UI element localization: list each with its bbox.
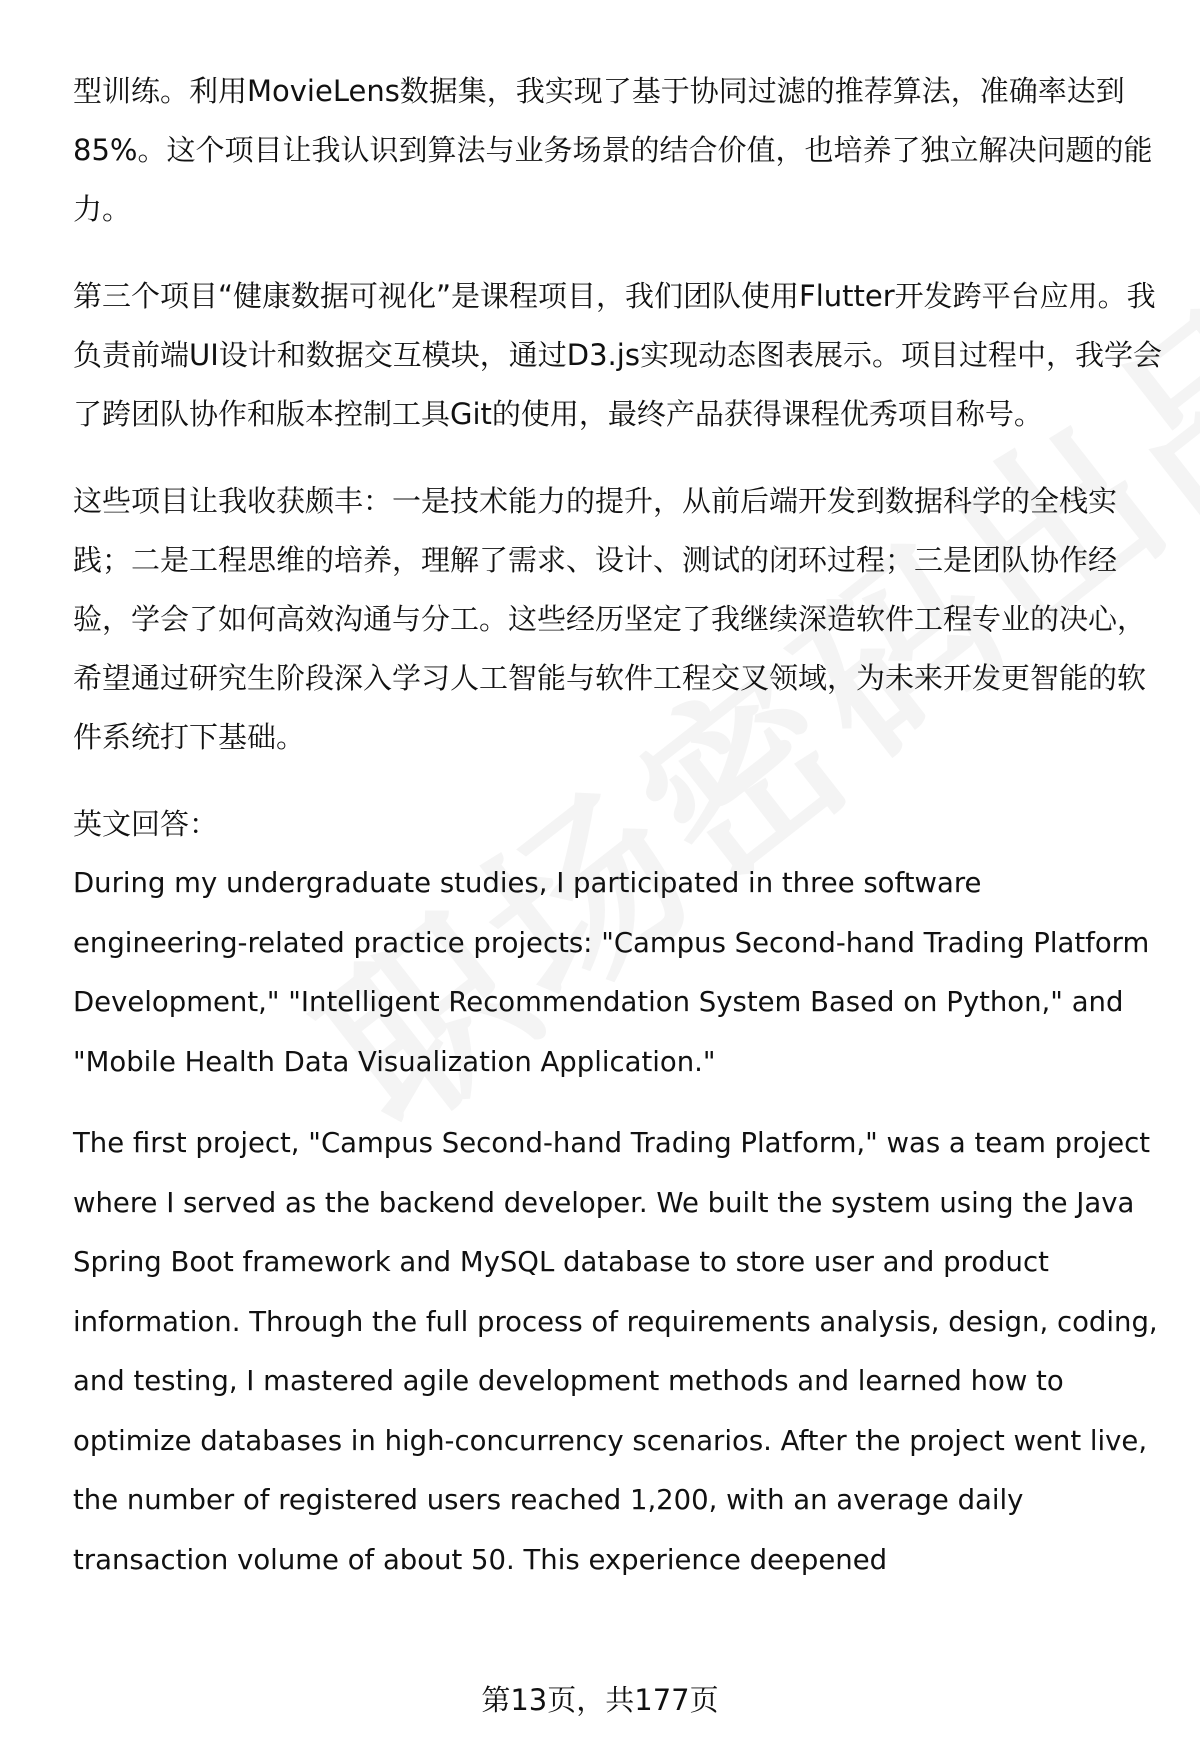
paragraph-project-gains: 这些项目让我收获颇丰：一是技术能力的提升，从前后端开发到数据科学的全栈实践；二是工程思维的培养，理解了需求、设计、测试的闭环过程；三是团队协作经验，学会了如何高效沟通与分工。这些经历坚定了我继续深造软件工程专业的决心，希望通过研究生阶段深入学习人工智能与软件工程交叉领域，为未来开发更智能的软件系统打下基础。 (73, 484, 1147, 754)
english-answer-heading: 英文回答： (73, 807, 219, 841)
document-body (73, 62, 1163, 1612)
paragraph-english-intro: During my undergraduate studies, I participated in three software engineering-related practice projects: "Campus Second-hand Trading Platform Development," "Intelligent Recommendation System Based on Python," and "Mobile Health Data Visualization Application." (73, 867, 1150, 1078)
paragraph-english-first-project: The first project, "Campus Second-hand Trading Platform," was a team project where I served as the backend developer. We built the system using the Java Spring Boot framework and MySQL database to store user and product information. Through the full process of requirements analysis, design, coding, and testing, I mastered agile development methods and learned how to optimize databases in high-concurrency scenarios. After the project went live, the number of registered users reached 1,200, with an average daily transaction volume of about 50. This experience deepened (73, 1127, 1158, 1576)
paragraph-health-visualization-project: 第三个项目“健康数据可视化”是课程项目，我们团队使用Flutter开发跨平台应用。我负责前端UI设计和数据交互模块，通过D3.js实现动态图表展示。项目过程中，我学会了跨团队协作和版本控制工具Git的使用，最终产品获得课程优秀项目称号。 (73, 279, 1162, 431)
paragraph-recommendation-project-end: 型训练。利用MovieLens数据集，我实现了基于协同过滤的推荐算法，准确率达到85%。这个项目让我认识到算法与业务场景的结合价值，也培养了独立解决问题的能力。 (73, 74, 1153, 226)
page-number-footer: 第13页，共177页 (481, 1683, 719, 1717)
